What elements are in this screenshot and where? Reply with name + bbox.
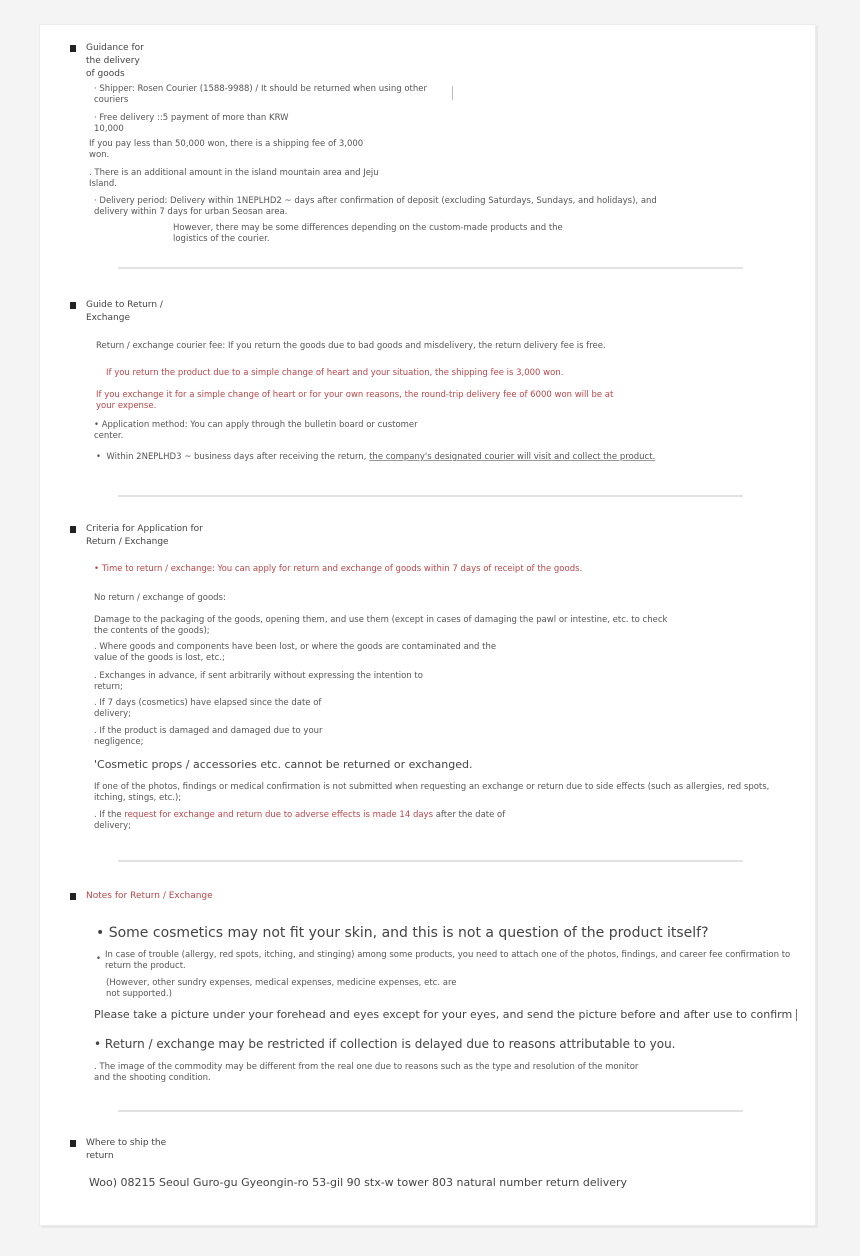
time-to-return-text: • Time to return / exchange: You can apply for return and exchange of goods within 7 days of receipt of the goods. <box>94 564 583 574</box>
divider <box>118 267 743 269</box>
divider <box>118 1110 743 1112</box>
delivery-however-text: However, there may be some differences depending on the custom-made products and the logistics of the courier. <box>173 223 563 244</box>
bullet-dot-icon: • <box>96 925 109 941</box>
advance-exchange-text: . Exchanges in advance, if sent arbitrarily without expressing the intention to return; <box>94 671 423 692</box>
elapsed-days-text: . If 7 days (cosmetics) have elapsed since the date of delivery; <box>94 698 322 719</box>
restricted-text: • Return / exchange may be restricted if collection is delayed due to reasons attributable to you. <box>94 1037 676 1051</box>
exchange-fee-text: If you exchange it for a simple change of heart or for your own reasons, the round-trip delivery fee of 6000 won will be at your expense. <box>96 390 614 411</box>
bullet-square-icon <box>70 302 76 309</box>
shipper-text: · Shipper: Rosen Courier (1588-9988) / It should be returned when using other couriers <box>94 84 427 105</box>
expenses-not-supported-text: (However, other sundry expenses, medical expenses, medicine expenses, etc. are not supported.) <box>106 978 457 999</box>
no-return-heading: No return / exchange of goods: <box>94 593 226 603</box>
text-cursor-mark <box>796 1009 797 1021</box>
simple-change-text: If you return the product due to a simple change of heart and your situation, the shipping fee is 3,000 won. <box>106 368 564 378</box>
document-page <box>39 24 816 1226</box>
bullet-dot-icon: • <box>96 954 102 964</box>
skin-fit-text: • Some cosmetics may not fit your skin, and this is not a question of the product itself? <box>96 925 709 941</box>
section-title-delivery: Guidance for the delivery of goods <box>86 43 144 79</box>
negligence-text: . If the product is damaged and damaged due to your negligence; <box>94 726 323 747</box>
damage-text: Damage to the packaging of the goods, opening them, and use them (except in cases of damaging the pawl or intestine, etc. to check the contents of the goods); <box>94 615 668 636</box>
bullet-square-icon <box>70 1140 76 1147</box>
courier-fee-text: Return / exchange courier fee: If you return the goods due to bad goods and misdelivery, the return delivery fee is free. <box>96 341 606 351</box>
bullet-square-icon <box>70 893 76 900</box>
shipping-fee-text: If you pay less than 50,000 won, there is a shipping fee of 3,000 won. <box>89 139 364 160</box>
adverse-effects-text: . If the request for exchange and return due to adverse effects is made 14 days after the date of delivery; <box>94 810 506 831</box>
section-title-return-guide: Guide to Return / Exchange <box>86 300 163 323</box>
collection-text: • Within 2NEPLHD3 ~ business days after receiving the return, the company's designated courier will visit and collect the product. <box>96 452 656 462</box>
return-address-text: Woo) 08215 Seoul Guro-gu Gyeongin-ro 53-gil 90 stx-w tower 803 natural number return delivery <box>89 1176 628 1189</box>
application-method-text: • Application method: You can apply through the bulletin board or customer center. <box>94 420 418 441</box>
section-title-criteria: Criteria for Application for Return / Exchange <box>86 524 203 547</box>
image-difference-text: . The image of the commodity may be different from the real one due to reasons such as the type and resolution of the monitor and the shooting condition. <box>94 1062 639 1083</box>
cosmetic-props-text: 'Cosmetic props / accessories etc. cannot be returned or exchanged. <box>94 758 473 771</box>
section-title-ship-to: Where to ship the return <box>86 1138 167 1161</box>
divider <box>118 495 743 497</box>
free-delivery-text: · Free delivery ::5 payment of more than KRW 10,000 <box>94 113 289 134</box>
text-cursor-mark <box>452 86 453 100</box>
divider <box>118 860 743 862</box>
side-effects-text: If one of the photos, findings or medical confirmation is not submitted when requesting an exchange or return due to side effects (such as allergies, red spots, itching, stings, etc.); <box>94 782 770 803</box>
bullet-dot-icon: • <box>96 452 107 462</box>
island-fee-text: . There is an additional amount in the island mountain area and Jeju Island. <box>89 168 379 189</box>
trouble-text: • In case of trouble (allergy, red spots, itching, and stinging) among some products, you need to attach one of the photos, findings, and career fee confirmation to return the product. <box>96 950 791 971</box>
bullet-square-icon <box>70 526 76 533</box>
section-title-notes: Notes for Return / Exchange <box>86 891 213 901</box>
delivery-period-text: · Delivery period: Delivery within 1NEPLHD2 ~ days after confirmation of deposit (excluding Saturdays, Sundays, and holidays), and delivery within 7 days for urban Seosan area. <box>94 196 657 217</box>
picture-instruction-text: Please take a picture under your forehead and eyes except for your eyes, and send the picture before and after use to confirm <box>94 1008 792 1022</box>
bullet-square-icon <box>70 45 76 52</box>
lost-goods-text: . Where goods and components have been lost, or where the goods are contaminated and the value of the goods is lost, etc.; <box>94 642 497 663</box>
